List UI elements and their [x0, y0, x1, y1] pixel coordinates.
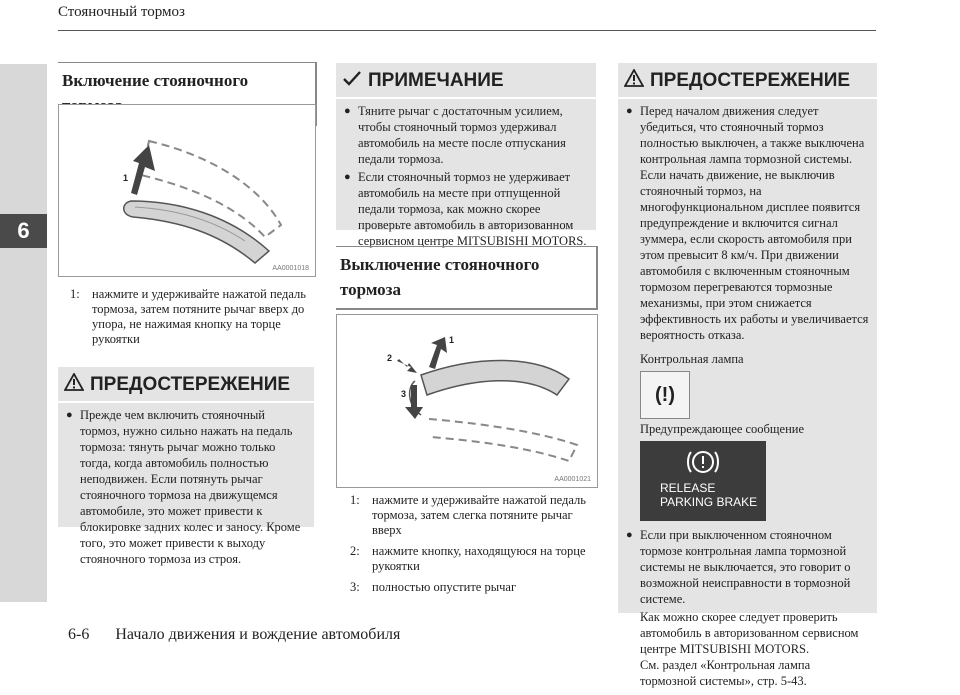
lamp-label: Контрольная лампа — [640, 352, 744, 366]
page-footer — [68, 626, 400, 644]
lever-release-illustration — [337, 315, 597, 487]
caption-release-item — [350, 493, 596, 538]
figure-release-id: AA0001021 — [554, 476, 591, 483]
figure-engage-id: AA0001018 — [272, 265, 309, 272]
warning-left-body — [58, 403, 314, 575]
figure-release-label-1: 1 — [449, 335, 455, 345]
warning-right-body — [618, 99, 877, 695]
chapter-number: 6 — [0, 214, 47, 248]
warning-left-text: Прежде чем включить стояночный тормоз, нужно сильно нажать на педаль тормоза: тянуть рычаг можно только тогда, когда автомобиль полностью неподвижен. Если потянуть рычаг стояночного тормоза на движущемся автомобиле, это может привести к блокировке задних колес и заносу. Кроме того, это может привести к выходу стояночного тормоза из строя. — [80, 408, 301, 566]
brake-warning-lamp-icon — [640, 371, 690, 419]
note-text-2: Если стояночный тормоз не удерживает автомобиль на месте при отпущенной педали тормоза, как можно скорее проверьте автомобиль в авторизованном сервисном центре MITSUBISHI MOTORS. — [358, 170, 587, 248]
warning-right-reference: См. раздел «Контрольная лампа тормозной системы», стр. 5-43. — [640, 658, 811, 688]
message-label: Предупреждающее сообщение — [640, 422, 804, 436]
note-title: ПРИМЕЧАНИЕ — [368, 70, 504, 91]
warning-right-text-2: Если при выключенном стояночном тормозе контрольная лампа тормозной системы не выключается, это говорит о возможной неисправности в тормозной системе. — [640, 528, 851, 606]
warning-right-title: ПРЕДОСТЕРЕЖЕНИЕ — [650, 70, 851, 91]
list-item — [66, 407, 306, 567]
warning-right-header — [618, 63, 877, 93]
caption-release-item — [350, 544, 596, 574]
page-header-title: Стояночный тормоз — [58, 4, 185, 20]
figure-engage-label-1: 1 — [123, 173, 129, 183]
bullet-icon: ● — [66, 409, 73, 421]
warning-triangle-icon — [624, 69, 644, 93]
caption-text: нажмите и удерживайте нажатой педаль тормоза, затем слегка потяните рычаг вверх — [372, 493, 586, 537]
note-panel — [336, 63, 596, 248]
caption-number: 3: — [350, 580, 360, 594]
header-divider — [58, 30, 876, 31]
figure-release-label-3: 3 — [401, 389, 407, 399]
bullet-icon: ● — [626, 105, 633, 117]
note-text-1: Тяните рычаг с достаточным усилием, чтобы стояночный тормоз удерживал автомобиль на месте после отпускания педали тормоза. — [358, 104, 566, 166]
figure-release — [336, 314, 598, 488]
list-item — [344, 169, 588, 249]
message-figure — [626, 441, 869, 521]
bullet-icon: ● — [626, 529, 633, 541]
caption-number: 1: — [350, 493, 360, 507]
brake-warning-display-icon — [686, 447, 720, 477]
lamp-figure — [626, 371, 869, 419]
page-number: 6-6 — [68, 626, 90, 643]
caption-text: нажмите и удерживайте нажатой педаль тормоза, затем потяните рычаг вверх до упора, не нажимая кнопку на торце рукоятки — [92, 287, 306, 346]
caption-engage — [70, 287, 315, 347]
bullet-icon: ● — [344, 105, 351, 117]
figure-release-label-2: 2 — [387, 353, 393, 363]
lamp-symbol: (!) — [655, 384, 675, 406]
bullet-icon: ● — [344, 171, 351, 183]
chapter-side-tab — [0, 64, 47, 602]
display-message-panel — [640, 441, 766, 521]
caption-number: 2: — [350, 544, 360, 558]
warning-right-text-1: Перед началом движения следует убедиться, что стояночный тормоз полностью выключен, а также выключена контрольная лампа тормозной системы. Если начать движение, не выключив стояночный тормоз, на многофункциональном дисплее появится предупреждение и включится сигнал зуммера, если скорость автомобиля при этом превысит 8 км/ч. При движении автомобиля с включенным стояночным тормозом перегреваются тормозные механизмы, при этом снижается эффективность их работы и увеличивается вероятность отказа. — [640, 104, 869, 342]
caption-text: нажмите кнопку, находящуюся на торце рукоятки — [372, 544, 586, 573]
message-text-line1: RELEASE — [660, 481, 716, 495]
list-item — [626, 527, 869, 607]
warning-left-header — [58, 367, 314, 397]
caption-release-item — [350, 580, 596, 595]
warning-panel-left — [58, 367, 314, 566]
note-header — [336, 63, 596, 93]
caption-engage-item — [70, 287, 315, 347]
warning-left-title: ПРЕДОСТЕРЕЖЕНИЕ — [90, 374, 291, 395]
warning-right-text-2-cont: Как можно скорее следует проверить автомобиль в авторизованном сервисном центре MITSUBISHI MOTORS. — [640, 610, 859, 656]
section-title-engage: Включение стояночного — [58, 62, 317, 126]
list-item — [626, 103, 869, 343]
caption-number: 1: — [70, 287, 80, 301]
caption-text: полностью опустите рычаг — [372, 580, 517, 594]
pencil-check-icon — [342, 69, 362, 93]
warning-triangle-icon — [64, 373, 84, 397]
message-text-line2: PARKING BRAKE — [660, 495, 758, 509]
note-body — [336, 99, 596, 257]
figure-engage — [58, 104, 316, 277]
caption-release — [350, 493, 596, 595]
list-item — [344, 103, 588, 167]
lever-engage-illustration — [59, 105, 315, 276]
section-title-release: Выключение стояночного тормоза — [336, 246, 598, 310]
warning-panel-right — [618, 63, 877, 688]
footer-chapter-title: Начало движения и вождение автомобиля — [115, 626, 401, 643]
